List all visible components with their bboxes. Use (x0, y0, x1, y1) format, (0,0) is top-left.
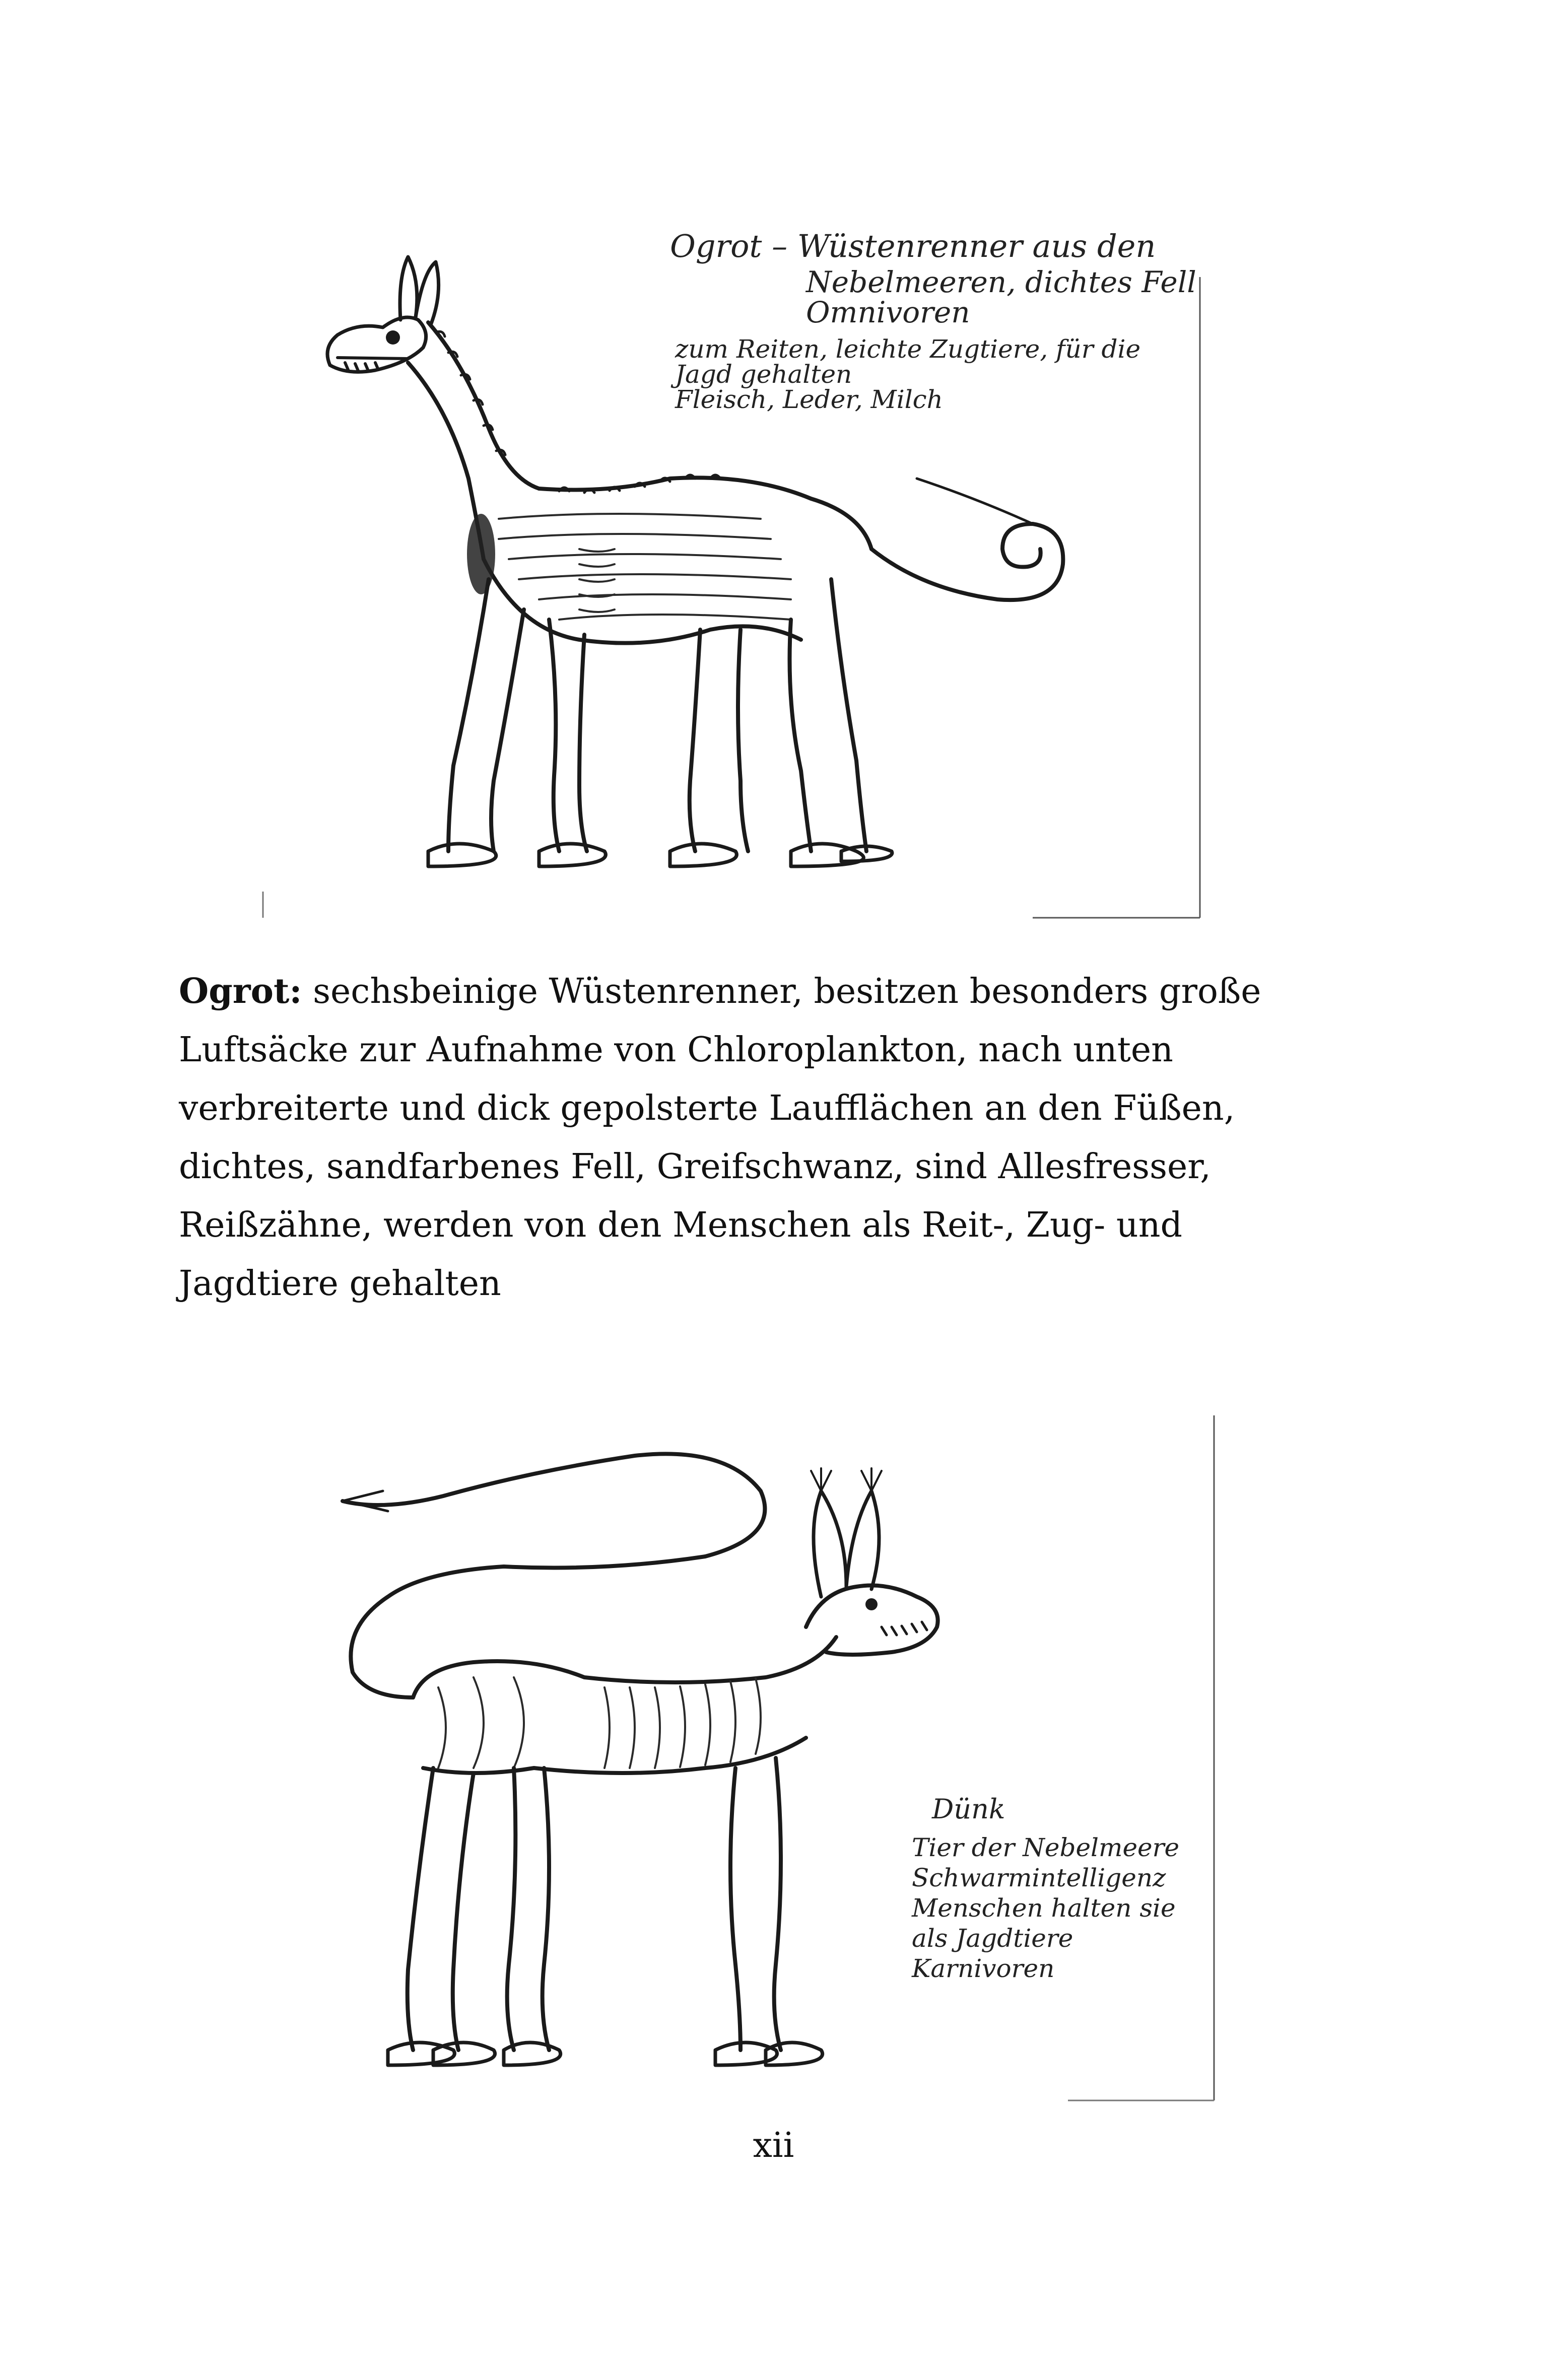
dunk-note-line: Menschen halten sie (912, 1893, 1176, 1923)
dunk-note-line: Tier der Nebelmeere (912, 1833, 1180, 1862)
caption-line: Jagdtiere gehalten (179, 1264, 501, 1304)
caption-line: verbreiterte und dick gepolsterte Laufflächen an den Füßen, (179, 1089, 1235, 1128)
dunk-note-line: als Jagdtiere (912, 1924, 1073, 1953)
ogrot-note-line: zum Reiten, leichte Zugtiere, für die (675, 334, 1141, 364)
caption-term: Ogrot: (179, 971, 302, 1011)
ogrot-drawing (257, 196, 1204, 922)
dunk-illustration (322, 1415, 1219, 2111)
dunk-note-line: Karnivoren (912, 1954, 1055, 1983)
dunk-creature (343, 1454, 938, 2065)
caption-text: sechsbeinige Wüstenrenner, besitzen besonders große (302, 972, 1261, 1011)
ogrot-note-line: Nebelmeeren, dichtes Fell (806, 265, 1196, 299)
page-number: xii (753, 2126, 794, 2165)
caption-line: dichtes, sandfarbenes Fell, Greifschwanz, sind Allesfresser, (179, 1147, 1211, 1187)
dunk-note-line: Dünk (932, 1793, 1005, 1825)
ogrot-note-line: Jagd gehalten (675, 360, 852, 389)
ogrot-illustration (257, 196, 1204, 922)
caption-line: Luftsäcke zur Aufnahme von Chloroplankton, nach unten (179, 1030, 1173, 1070)
ogrot-note-line: Fleisch, Leder, Milch (675, 385, 943, 414)
caption-line (179, 962, 1388, 1021)
ogrot-note-line: Omnivoren (806, 295, 970, 329)
figure-caption (179, 962, 1388, 1313)
caption-line: Reißzähne, werden von den Menschen als Reit-, Zug- und (179, 1205, 1183, 1245)
ogrot-note-line: Ogrot – Wüstenrenner aus den (670, 228, 1156, 264)
dunk-drawing (322, 1415, 1219, 2111)
dunk-note-line: Schwarmintelligenz (912, 1863, 1166, 1892)
